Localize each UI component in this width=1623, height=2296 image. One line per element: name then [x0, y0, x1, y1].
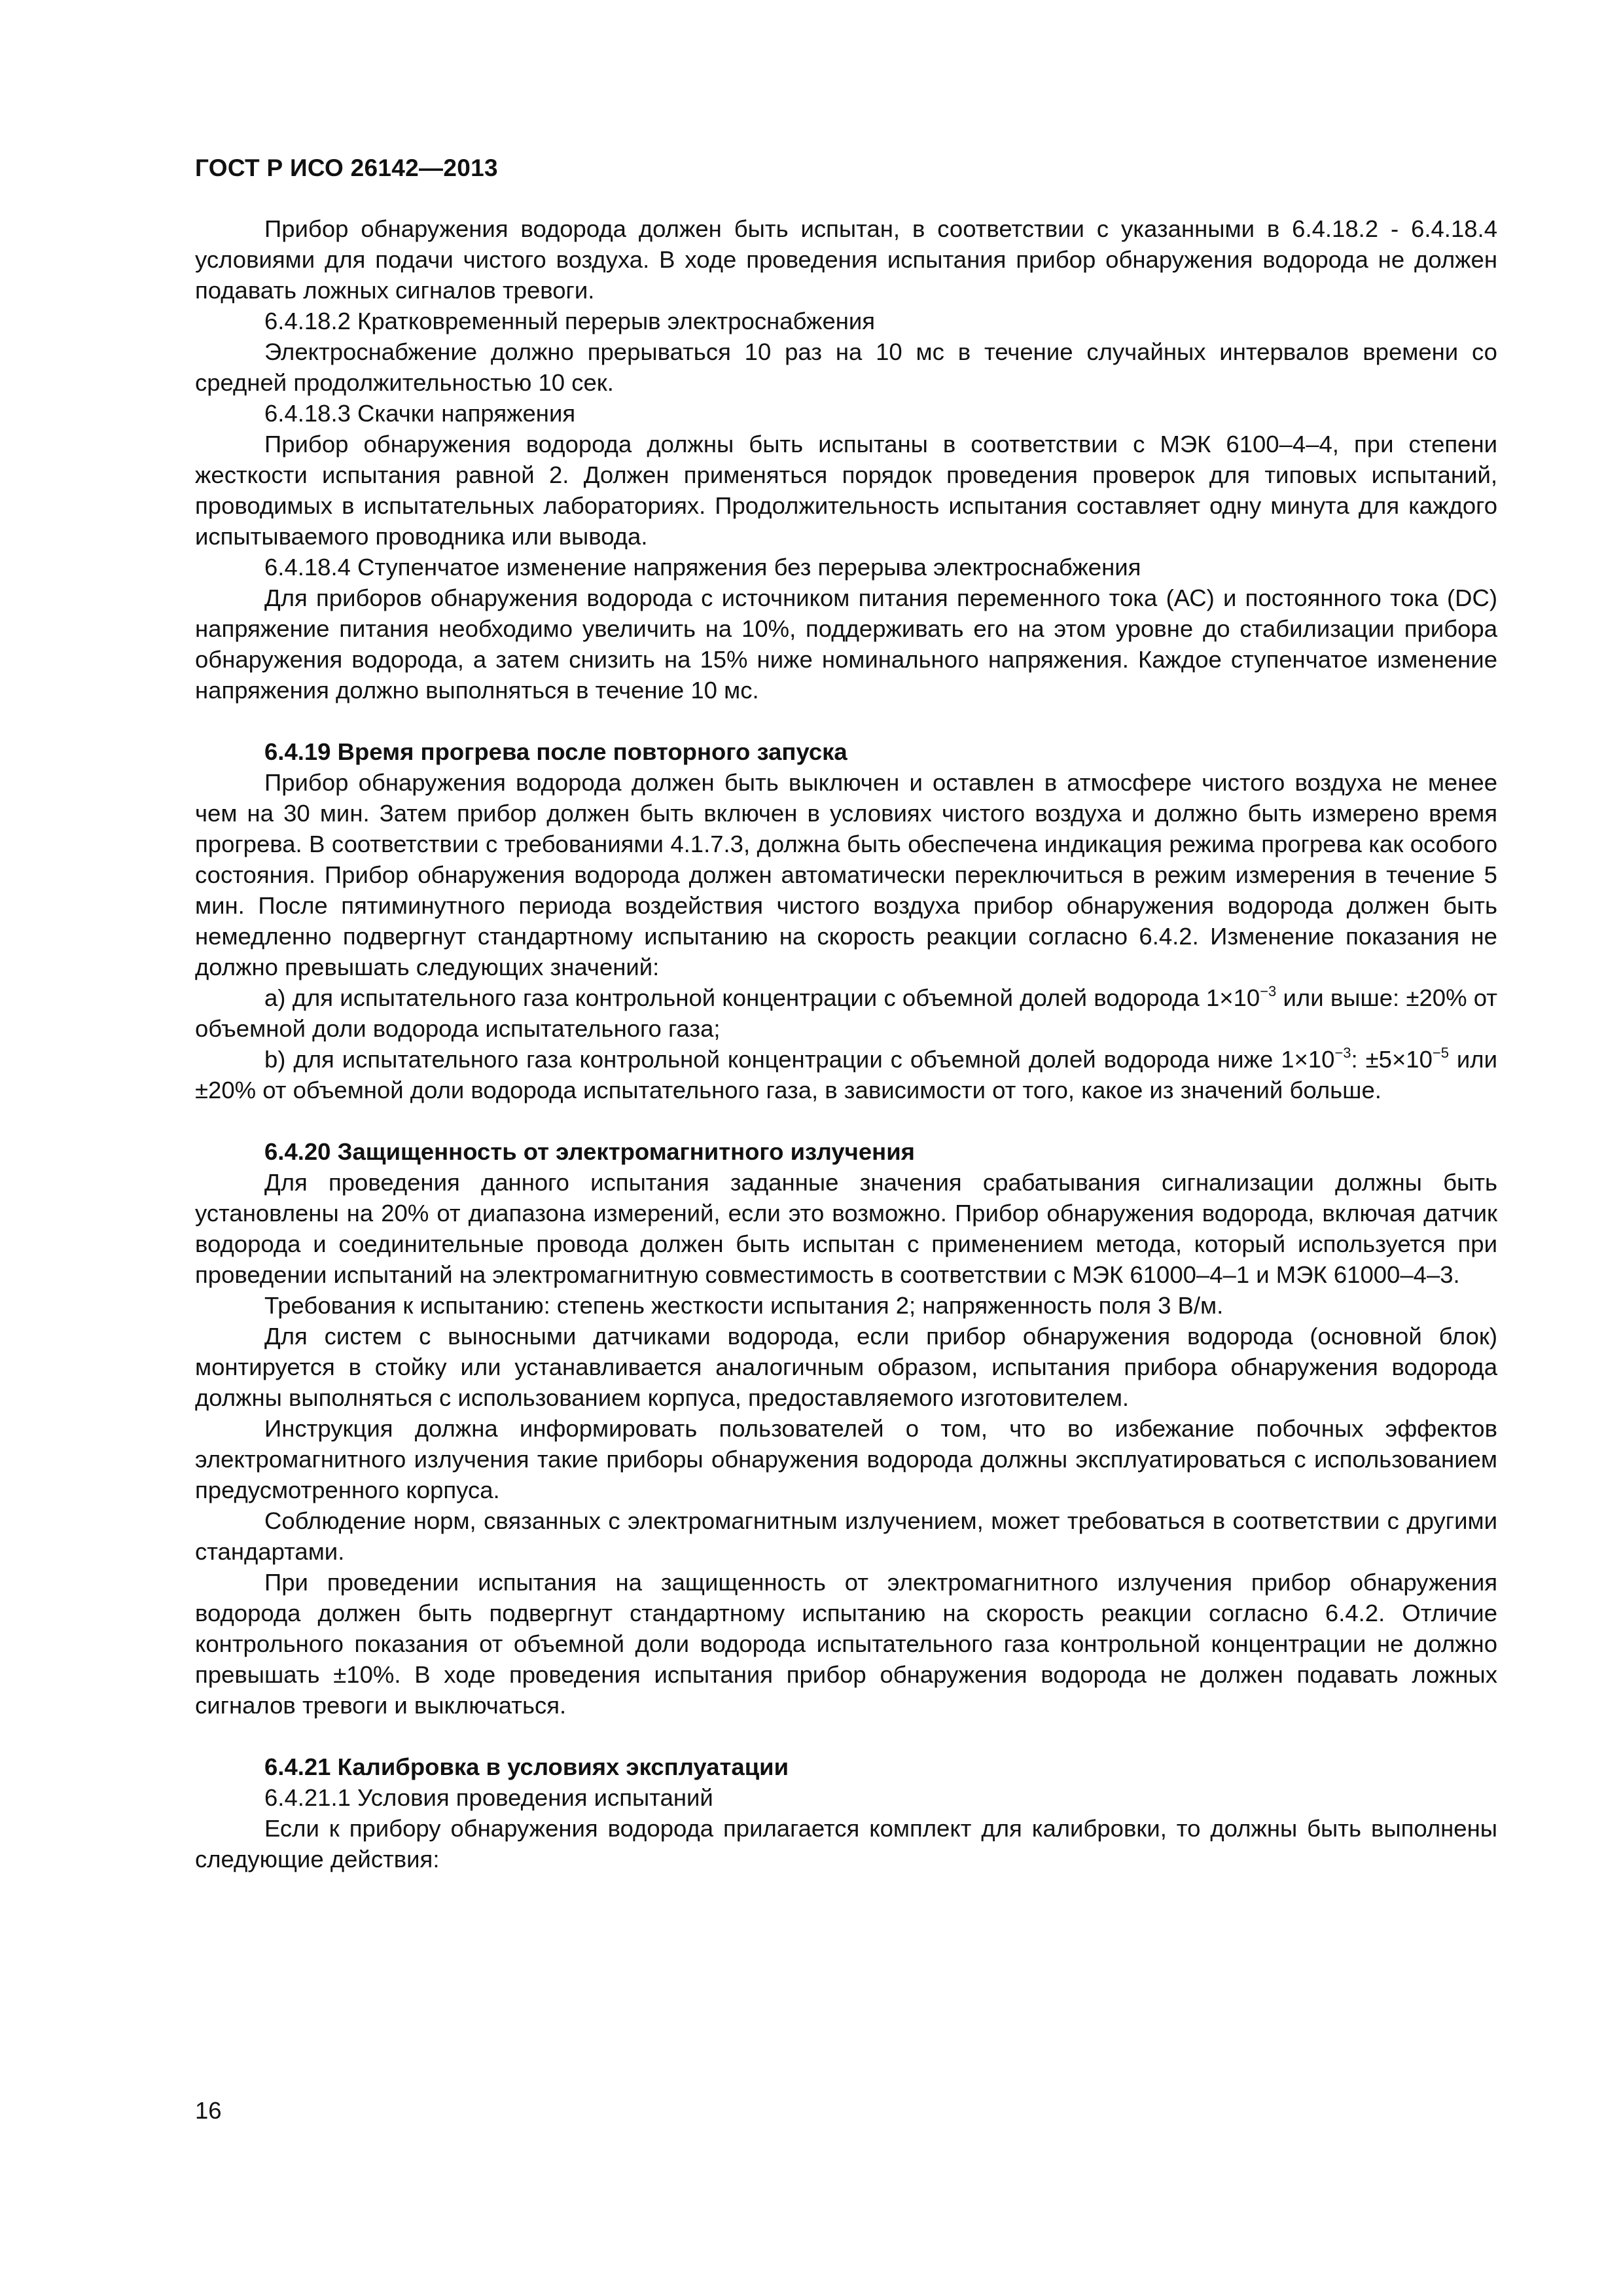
paragraph: Прибор обнаружения водорода должен быть выключен и оставлен в атмосфере чистого воздуха не менее чем на 30 мин. Затем прибор должен быть включен в условиях чистого воздуха и должно быть измерено время прогрева. В соответствии с требованиями 4.1.7.3, должна быть обеспечена индикация режима прогрева как особого состояния. Прибор обнаружения водорода должен автоматически переключиться в режим измерения в течение 5 мин. После пятиминутного периода воздействия чистого воздуха прибор обнаружения водорода должен быть немедленно подвергнут стандартному испытанию на скорость реакции согласно 6.4.2. Изменение показания не должно превышать следующих значений: [195, 769, 1497, 980]
item-text: а) для испытательного газа контрольной концентрации с объемной долей водорода 1×10 [264, 984, 1260, 1011]
paragraph: Инструкция должна информировать пользователей о том, что во избежание побочных эффектов электромагнитного излучения такие приборы обнаружения водорода должны эксплуатироваться с использованием предусмотренного корпуса. [195, 1415, 1497, 1503]
subsection-title: 6.4.18.3 Скачки напряжения [264, 400, 576, 427]
paragraph: Если к прибору обнаружения водорода прилагается комплект для калибровки, то должны быть выполнены следующие действия: [195, 1815, 1497, 1873]
paragraph: Для приборов обнаружения водорода с источником питания переменного тока (АС) и постоянного тока (DC) напряжение питания необходимо увеличить на 10%, поддерживать его на этом уровне до стабилизации прибора обнаружения водорода, а затем снизить на 15% ниже номинального напряжения. Каждое ступенчатое изменение напряжения должно выполняться в течение 10 мс. [195, 584, 1497, 704]
paragraph: Электроснабжение должно прерываться 10 раз на 10 мс в течение случайных интервалов времени со средней продолжительностью 10 сек. [195, 338, 1497, 396]
exponent: −3 [1260, 983, 1277, 999]
item-text: : ±5×10 [1351, 1046, 1433, 1073]
paragraph: При проведении испытания на защищенность от электромагнитного излучения прибор обнаружения водорода должен быть подвергнут стандартному испытанию на скорость реакции согласно 6.4.2. Отличие контрольного показания от объемной доли водорода испытательного газа контрольной концентрации не должно превышать ±10%. В ходе проведения испытания прибор обнаружения водорода не должен подавать ложных сигналов тревоги и выключаться. [195, 1569, 1497, 1719]
document-header: ГОСТ Р ИСО 26142—2013 [195, 154, 498, 181]
subsection-title: 6.4.21.1 Условия проведения испытаний [264, 1784, 713, 1811]
spacer [195, 1721, 1497, 1751]
subsection-title: 6.4.18.4 Ступенчатое изменение напряжения без перерыва электроснабжения [264, 554, 1141, 581]
spacer [195, 706, 1497, 736]
paragraph: Прибор обнаружения водорода должны быть испытаны в соответствии с МЭК 6100–4–4, при степени жесткости испытания равной 2. Должен применяться порядок проведения проверок для типовых испытаний, проводимых в испытательных лабораториях. Продолжительность испытания составляет одну минута для каждого испытываемого проводника или вывода. [195, 431, 1497, 550]
exponent: −5 [1432, 1045, 1449, 1061]
subsection-title: 6.4.18.2 Кратковременный перерыв электроснабжения [264, 308, 876, 334]
list-item-a [195, 982, 1497, 1044]
page-number: 16 [195, 2097, 222, 2124]
exponent: −3 [1334, 1045, 1351, 1061]
paragraph: Для проведения данного испытания заданные значения срабатывания сигнализации должны быть установлены на 20% от диапазона измерений, если это возможно. Прибор обнаружения водорода, включая датчик водорода и соединительные провода должен быть испытан с применением метода, который используется при проведении испытаний на электромагнитную совместимость в соответствии с МЭК 61000–4–1 и МЭК 61000–4–3. [195, 1169, 1497, 1288]
paragraph: Соблюдение норм, связанных с электромагнитным излучением, может требоваться в соответствии с другими стандартами. [195, 1507, 1497, 1565]
item-text: b) для испытательного газа контрольной концентрации с объемной долей водорода ниже 1×10 [264, 1046, 1335, 1073]
section-heading: 6.4.19 Время прогрева после повторного запуска [264, 738, 847, 765]
paragraph: Прибор обнаружения водорода должен быть испытан, в соответствии с указанными в 6.4.18.2 - 6.4.18.4 условиями для подачи чистого воздуха. В ходе проведения испытания прибор обнаружения водорода не должен подавать ложных сигналов тревоги. [195, 215, 1497, 304]
item-text: или выше: ±20% от объемной доли водорода испытательного газа; [195, 984, 1497, 1042]
paragraph: Требования к испытанию: степень жесткости испытания 2; напряженность поля 3 В/м. [264, 1292, 1224, 1319]
section-heading: 6.4.21 Калибровка в условиях эксплуатации [264, 1753, 789, 1780]
section-heading: 6.4.20 Защищенность от электромагнитного излучения [264, 1138, 915, 1165]
document-body [195, 213, 1497, 1874]
item-text: или ±20% от объемной доли водорода испытательного газа, в зависимости от того, какое из значений больше. [195, 1046, 1497, 1103]
paragraph: Для систем с выносными датчиками водорода, если прибор обнаружения водорода (основной блок) монтируется в стойку или устанавливается аналогичным образом, испытания прибора обнаружения водорода должны выполняться с использованием корпуса, предоставляемого изготовителем. [195, 1323, 1497, 1411]
list-item-b [195, 1044, 1497, 1105]
spacer [195, 1105, 1497, 1136]
